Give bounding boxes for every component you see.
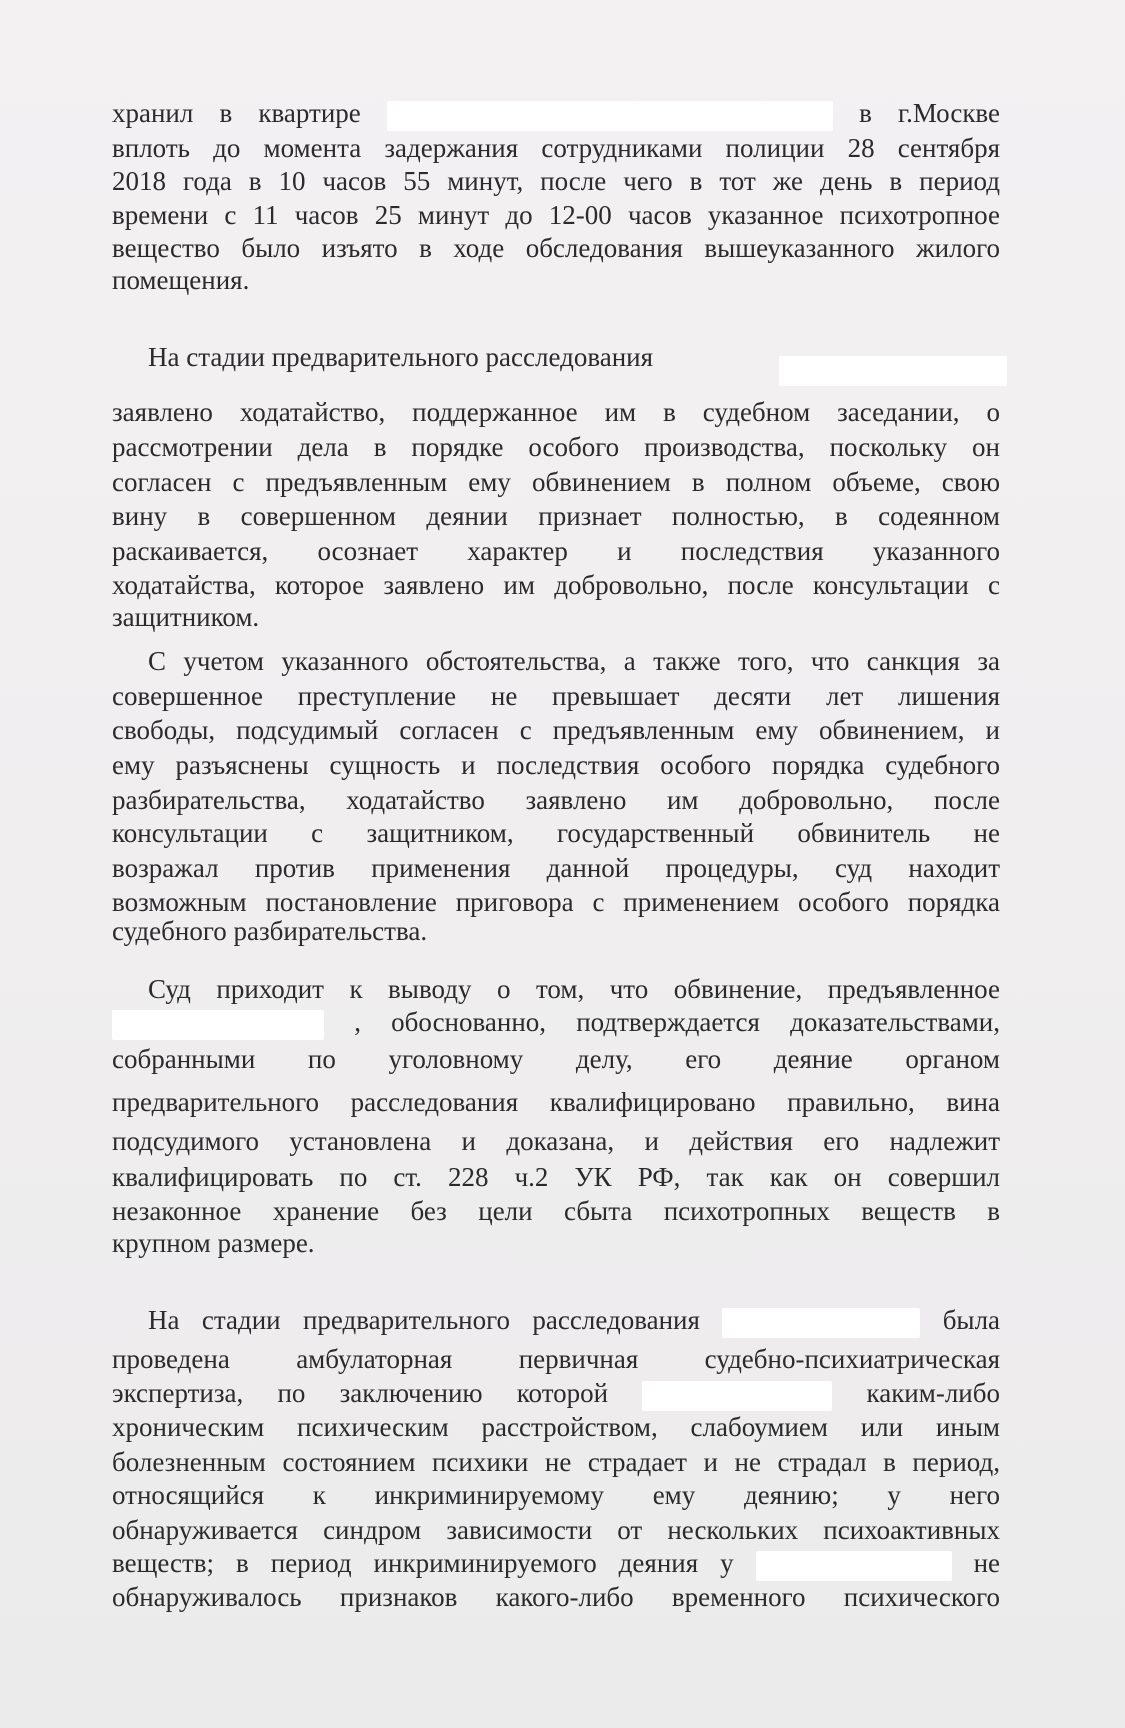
text-line: подсудимого установлена и доказана, и действия его надлежит <box>112 1126 1000 1156</box>
text-line: экспертиза, по заключению которой каким-либо <box>112 1376 1000 1410</box>
text-line: рассмотрении дела в порядке особого производства, поскольку он <box>112 432 1000 462</box>
text-line: хранил в квартире в г.Москве <box>112 96 1000 130</box>
text-line: ему разъяснены сущность и последствия особого порядка судебного <box>112 750 1000 780</box>
text-line: квалифицировать по ст. 228 ч.2 УК РФ, так как он совершил <box>112 1162 1000 1192</box>
text-line: На стадии предварительного расследования <box>148 342 654 372</box>
text-line: обнаруживается синдром зависимости от нескольких психоактивных <box>112 1515 1000 1545</box>
text-line: помещения. <box>112 265 250 295</box>
redaction-box <box>722 1308 920 1338</box>
text-line: На стадии предварительного расследования была <box>148 1303 1000 1337</box>
text-line: вину в совершенном деянии признает полностью, в содеянном <box>112 501 1000 531</box>
text-line: веществ; в период инкриминируемого деяния у не <box>112 1546 1000 1580</box>
text-line: обнаруживалось признаков какого-либо временного психического <box>112 1582 1000 1612</box>
text-line: вещество было изъято в ходе обследования вышеуказанного жилого <box>112 233 1000 263</box>
redaction-box <box>756 1551 952 1581</box>
redaction-box <box>112 1010 324 1040</box>
text-line: судебного разбирательства. <box>112 916 428 946</box>
text-line: времени с 11 часов 25 минут до 12-00 часов указанное психотропное <box>112 200 1000 230</box>
text-line: консультации с защитником, государственный обвинитель не <box>112 818 1000 848</box>
text-line: совершенное преступление не превышает десяти лет лишения <box>112 681 1000 711</box>
text-line: предварительного расследования квалифицировано правильно, вина <box>112 1087 1000 1117</box>
text-line: вплоть до момента задержания сотрудниками полиции 28 сентября <box>112 133 1000 163</box>
redaction-box <box>779 356 1007 386</box>
text-line: С учетом указанного обстоятельства, а также того, что санкция за <box>148 646 1000 676</box>
text-line: защитником. <box>112 602 260 632</box>
redaction-box <box>387 101 833 131</box>
text-line: раскаивается, осознает характер и последствия указанного <box>112 536 1000 566</box>
text-line: возможным постановление приговора с применением особого порядка <box>112 887 1000 917</box>
text-line: относящийся к инкриминируемому ему деянию; у него <box>112 1480 1000 1510</box>
text-line: заявлено ходатайство, поддержанное им в судебном заседании, о <box>112 397 1000 427</box>
text-line: свободы, подсудимый согласен с предъявленным ему обвинением, и <box>112 715 1000 745</box>
text-line: незаконное хранение без цели сбыта психотропных веществ в <box>112 1196 1000 1226</box>
text-line: хроническим психическим расстройством, слабоумием или иным <box>112 1412 1000 1442</box>
text-line: возражал против применения данной процедуры, суд находит <box>112 853 1000 883</box>
text-line: согласен с предъявленным ему обвинением в полном объеме, свою <box>112 467 1000 497</box>
redaction-box <box>642 1381 832 1411</box>
text-line: Суд приходит к выводу о том, что обвинение, предъявленное <box>148 974 1000 1004</box>
text-line: проведена амбулаторная первичная судебно-психиатрическая <box>112 1344 1000 1374</box>
text-line: болезненным состоянием психики не страдает и не страдал в период, <box>112 1447 1000 1477</box>
text-line: разбирательства, ходатайство заявлено им добровольно, после <box>112 785 1000 815</box>
text-line: , обоснованно, подтверждается доказательствами, <box>112 1005 1000 1039</box>
text-line: 2018 года в 10 часов 55 минут, после чего в тот же день в период <box>112 166 1000 196</box>
text-line: собранными по уголовному делу, его деяние органом <box>112 1044 1000 1074</box>
text-line: крупном размере. <box>112 1228 315 1258</box>
text-line: ходатайства, которое заявлено им добровольно, после консультации с <box>112 570 1000 600</box>
